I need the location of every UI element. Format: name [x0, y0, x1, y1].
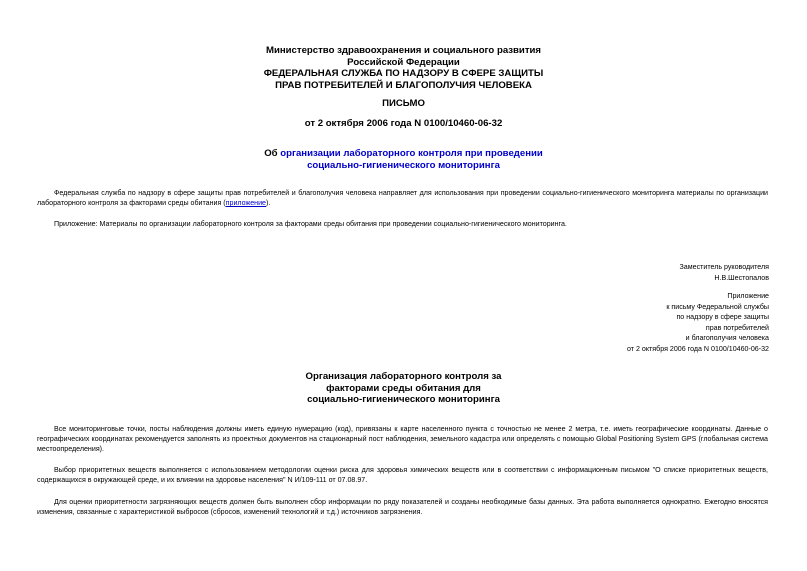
appendix-reference [627, 291, 769, 354]
issuer-line: ФЕДЕРАЛЬНАЯ СЛУЖБА ПО НАДЗОРУ В СФЕРЕ ЗАЩИТЫ [263, 68, 544, 79]
doc-type: ПИСЬМО [382, 98, 425, 109]
subject-link-cont[interactable]: социально-гигиенического мониторинга [307, 159, 500, 171]
appendix-ref-line: к письму Федеральной службы [666, 302, 769, 311]
body-paragraph-2: Приложение: Материалы по организации лабораторного контроля за факторами среды обитания при проведении социально-гигиенического мониторинга. [54, 220, 567, 228]
appendix-paragraph-3: Для оценки приоритетности загрязняющих веществ должен быть выполнен сбор информации по ряду показателей и созданы необходимые базы данных. Эта работа выполняется однократно. Ежегодно вносятся изменения, связанные с характеристикой выбросов (сбросов, изменений технологий и т.д.) источников загрязнения. [37, 498, 768, 516]
appendix-title-line: Организация лабораторного контроля за [305, 371, 502, 382]
appendix-link[interactable]: приложение [225, 199, 267, 207]
doc-subject [0, 148, 807, 171]
issuer-line: Российской Федерации [347, 56, 460, 68]
issuer-line: Министерство здравоохранения и социального развития [265, 45, 542, 56]
appendix-ref-line: прав потребителей [705, 323, 769, 332]
appendix-ref-line: от 2 октября 2006 года N 0100/10460-06-32 [627, 344, 769, 353]
appendix-ref-line: и благополучия человека [685, 334, 769, 342]
subject-link[interactable]: организации лабораторного контроля при проведении [280, 148, 543, 159]
appendix-title [0, 371, 807, 406]
appendix-ref-line: Приложение [727, 292, 769, 300]
appendix-paragraph-2: Выбор приоритетных веществ выполняется с использованием методологии оценки риска для здоровья химических веществ или в соответствии с информационным письмом "О списке приоритетных веществ, содержащихся в окружающей среде, и их влиянии на здоровье населения" N И/109-111 от 07.08.97. [37, 466, 768, 484]
subject-prefix: Об [264, 148, 281, 159]
doc-date-number: от 2 октября 2006 года N 0100/10460-06-32 [304, 118, 503, 129]
issuer-header [0, 45, 807, 91]
appendix-title-line: социально-гигиенического мониторинга [307, 394, 500, 405]
signature-position: Заместитель руководителя [679, 263, 769, 271]
p1-end: ). [266, 199, 271, 207]
appendix-paragraph-1: Все мониторинговые точки, посты наблюдения должны иметь единую нумерацию (код), привязаны к карте населенного пункта с точностью не менее 2 метра, т.е. иметь географические координаты. Данные о географических координатах рекомендуется заполнять из проектных документов на стационарный пост наблюдения, земельного кадастра или определять с помощью Global Positioning System GPS (глобальная система местоопределения). [37, 425, 768, 453]
appendix-title-line: факторами среды обитания для [326, 382, 481, 394]
p1-text: Федеральная служба по надзору в сфере защиты прав потребителей и благополучия человека направляет для использования при проведении социально-гигиенического мониторинга материалы по организации лабораторного контроля за факторами среды обитания ( [37, 189, 768, 207]
body-paragraph-1 [37, 188, 768, 208]
appendix-ref-line: по надзору в сфере защиты [676, 313, 769, 321]
issuer-line: ПРАВ ПОТРЕБИТЕЛЕЙ И БЛАГОПОЛУЧИЯ ЧЕЛОВЕКА [275, 79, 532, 91]
signature-name: Н.В.Шестопалов [714, 273, 769, 282]
signature-block [680, 262, 769, 283]
